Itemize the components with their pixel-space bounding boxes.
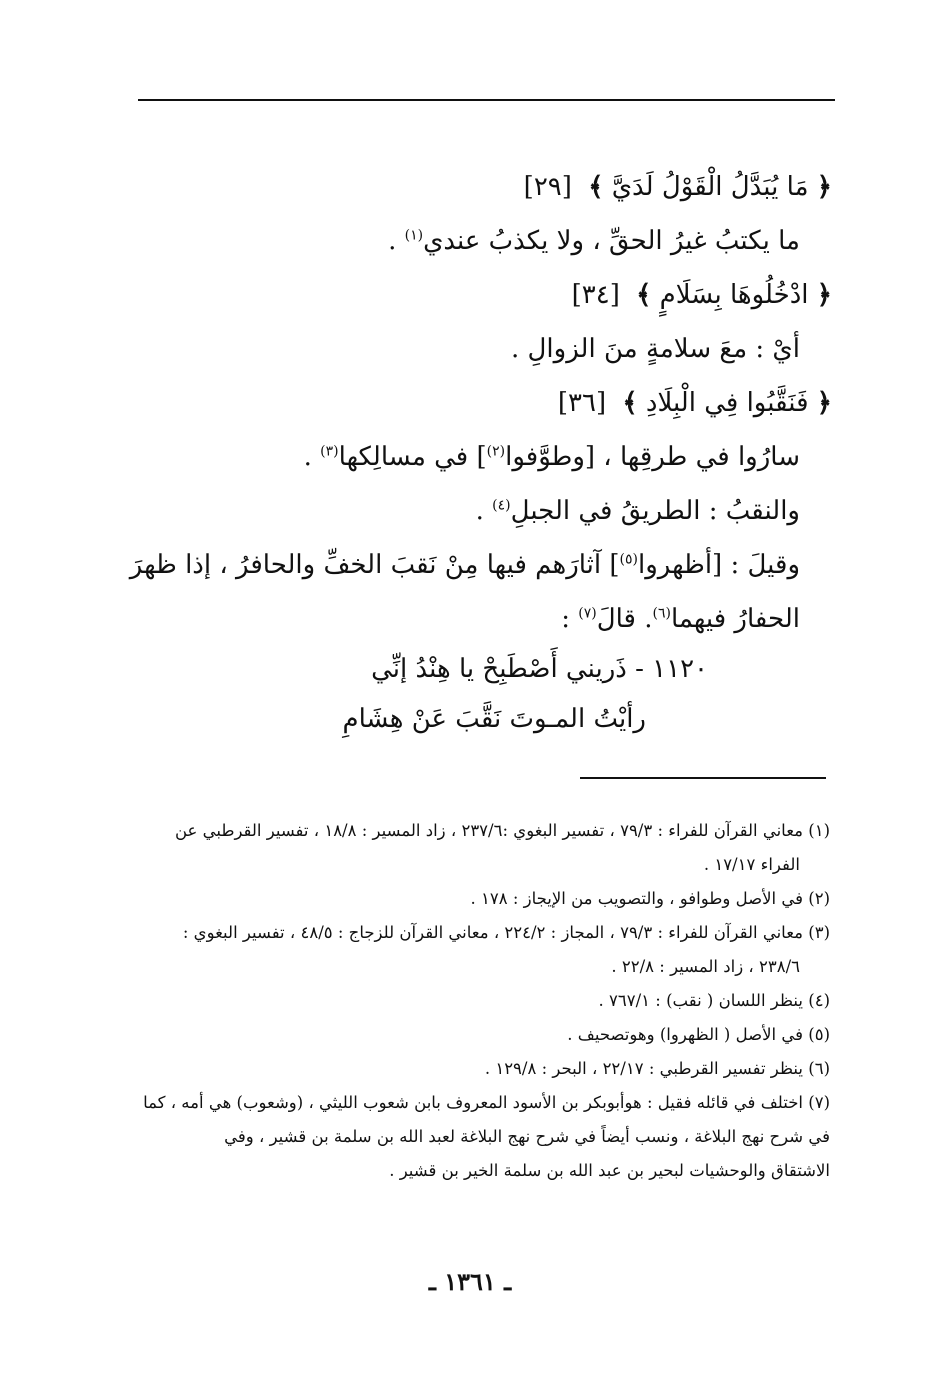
verse-number: [٢٩] bbox=[523, 172, 572, 202]
verse-line-29 bbox=[112, 160, 832, 214]
footnote-7: (٧) اختلف في قائله فقيل : هوأبوبكر بن الأسود المعروف بابن شعوب الليثي ، (وشعوب) هي أمه ، كما bbox=[143, 1093, 830, 1112]
poem-line-first: ١١٢٠ - ذَريني أَصْطَبِحْ يا هِنْدُ إنِّي bbox=[371, 654, 708, 684]
commentary-line bbox=[112, 484, 832, 538]
footnote-6: (٦) ينظر تفسير القرطبي : ٢٢/١٧ ، البحر : ١٢٩/٨ . bbox=[484, 1059, 830, 1078]
verse-close-bracket: ﴾ bbox=[622, 388, 638, 418]
footnote-marker: (٤) bbox=[492, 497, 511, 514]
verse-number: [٣٦] bbox=[557, 388, 607, 418]
punctuation: . bbox=[303, 442, 321, 472]
verse-text: ادْخُلُوهَا بِسَلَامٍ bbox=[659, 280, 809, 310]
footnote-1-continued: الفراء ١٧/١٧ . bbox=[703, 855, 800, 874]
commentary-text: . قالَ bbox=[596, 604, 653, 634]
footnotes-separator bbox=[580, 777, 826, 779]
verse-text: مَا يُبَدَّلُ الْقَوْلُ لَدَيَّ bbox=[611, 172, 809, 202]
footnote-marker: (٣) bbox=[320, 443, 339, 460]
commentary-text: وقيلَ : [أظهروا bbox=[638, 550, 800, 580]
punctuation: . bbox=[388, 226, 405, 256]
footnotes bbox=[130, 814, 830, 1188]
commentary-line bbox=[112, 430, 832, 484]
commentary-text: ما يكتبُ غيرُ الحقِّ ، ولا يكذبُ عندي bbox=[423, 226, 800, 256]
verse-number: [٣٤] bbox=[571, 280, 620, 310]
commentary-line bbox=[112, 322, 832, 376]
commentary-text: والنقبُ : الطريقُ في الجبلِ bbox=[510, 496, 800, 526]
footnote-3-continued: ٢٣٨/٦ ، زاد المسير : ٢٢/٨ . bbox=[611, 957, 800, 976]
footnote-marker: (٦) bbox=[652, 605, 671, 622]
verse-open-bracket: ﴿ bbox=[816, 280, 832, 310]
commentary-paragraph bbox=[112, 538, 832, 646]
punctuation: : bbox=[561, 604, 579, 634]
commentary-text: ] في مسالِكها bbox=[338, 442, 487, 472]
footnote-4: (٤) ينظر اللسان ( نقب) : ٧٦٧/١ . bbox=[598, 991, 830, 1010]
verse-open-bracket: ﴿ bbox=[816, 388, 832, 418]
verse-line-34 bbox=[112, 268, 832, 322]
header-rule bbox=[138, 99, 835, 101]
page-number: ـ ١٣٦١ ـ bbox=[428, 1267, 512, 1296]
punctuation: . bbox=[475, 496, 493, 526]
footnote-2: (٢) في الأصل وطوافو ، والتصويب من الإيجاز : ١٧٨ . bbox=[470, 889, 830, 908]
footnote-marker: (١) bbox=[404, 227, 424, 244]
poem-line-second: رأيْتُ المـوتَ نَقَّبَ عَنْ هِشَامِ bbox=[342, 704, 646, 734]
commentary-text: سارُوا في طرقِها ، [وطوَّفوا bbox=[505, 442, 800, 472]
commentary-text: ] آثارَهم فيها مِنْ نَقبَ الخفِّ والحافرُ ، إذا ظهرَ الحفارُ فيهما bbox=[129, 550, 800, 634]
verse-close-bracket: ﴾ bbox=[588, 172, 604, 202]
footnote-marker: (٧) bbox=[578, 605, 597, 622]
verse-close-bracket: ﴾ bbox=[636, 280, 652, 310]
footnote-3: (٣) معاني القرآن للفراء : ٧٩/٣ ، المجاز : ٢٢٤/٢ ، معاني القرآن للزجاج : ٤٨/٥ ، تفسير البغوي : bbox=[182, 923, 830, 942]
verse-line-36 bbox=[112, 376, 832, 430]
main-text bbox=[112, 160, 832, 646]
poem-verse bbox=[188, 644, 708, 744]
verse-text: فَنَقَّبُوا فِي الْبِلَادِ bbox=[645, 388, 809, 418]
commentary-line bbox=[112, 214, 832, 268]
verse-open-bracket: ﴿ bbox=[816, 172, 832, 202]
footnote-marker: (٢) bbox=[486, 443, 506, 460]
footnote-7-continued: في شرح نهج البلاغة ، ونسب أيضاً في شرح نهج البلاغة لعبد الله بن سلمة بن قشير ، وفي bbox=[224, 1127, 830, 1146]
footnote-1: (١) معاني القرآن للفراء : ٧٩/٣ ، تفسير البغوي :٢٣٧/٦ ، زاد المسير : ١٨/٨ ، تفسير القرطبي عن bbox=[174, 821, 830, 840]
footnote-5: (٥) في الأصل ( الظهروا) وهوتصحيف . bbox=[567, 1025, 830, 1044]
commentary-text: أيْ : معَ سلامةٍ منَ الزوالِ . bbox=[511, 334, 800, 364]
footnote-7-continued: الاشتقاق والوحشيات لبحير بن عبد الله بن سلمة الخير بن قشير . bbox=[389, 1161, 830, 1180]
footnote-marker: (٥) bbox=[619, 551, 639, 568]
